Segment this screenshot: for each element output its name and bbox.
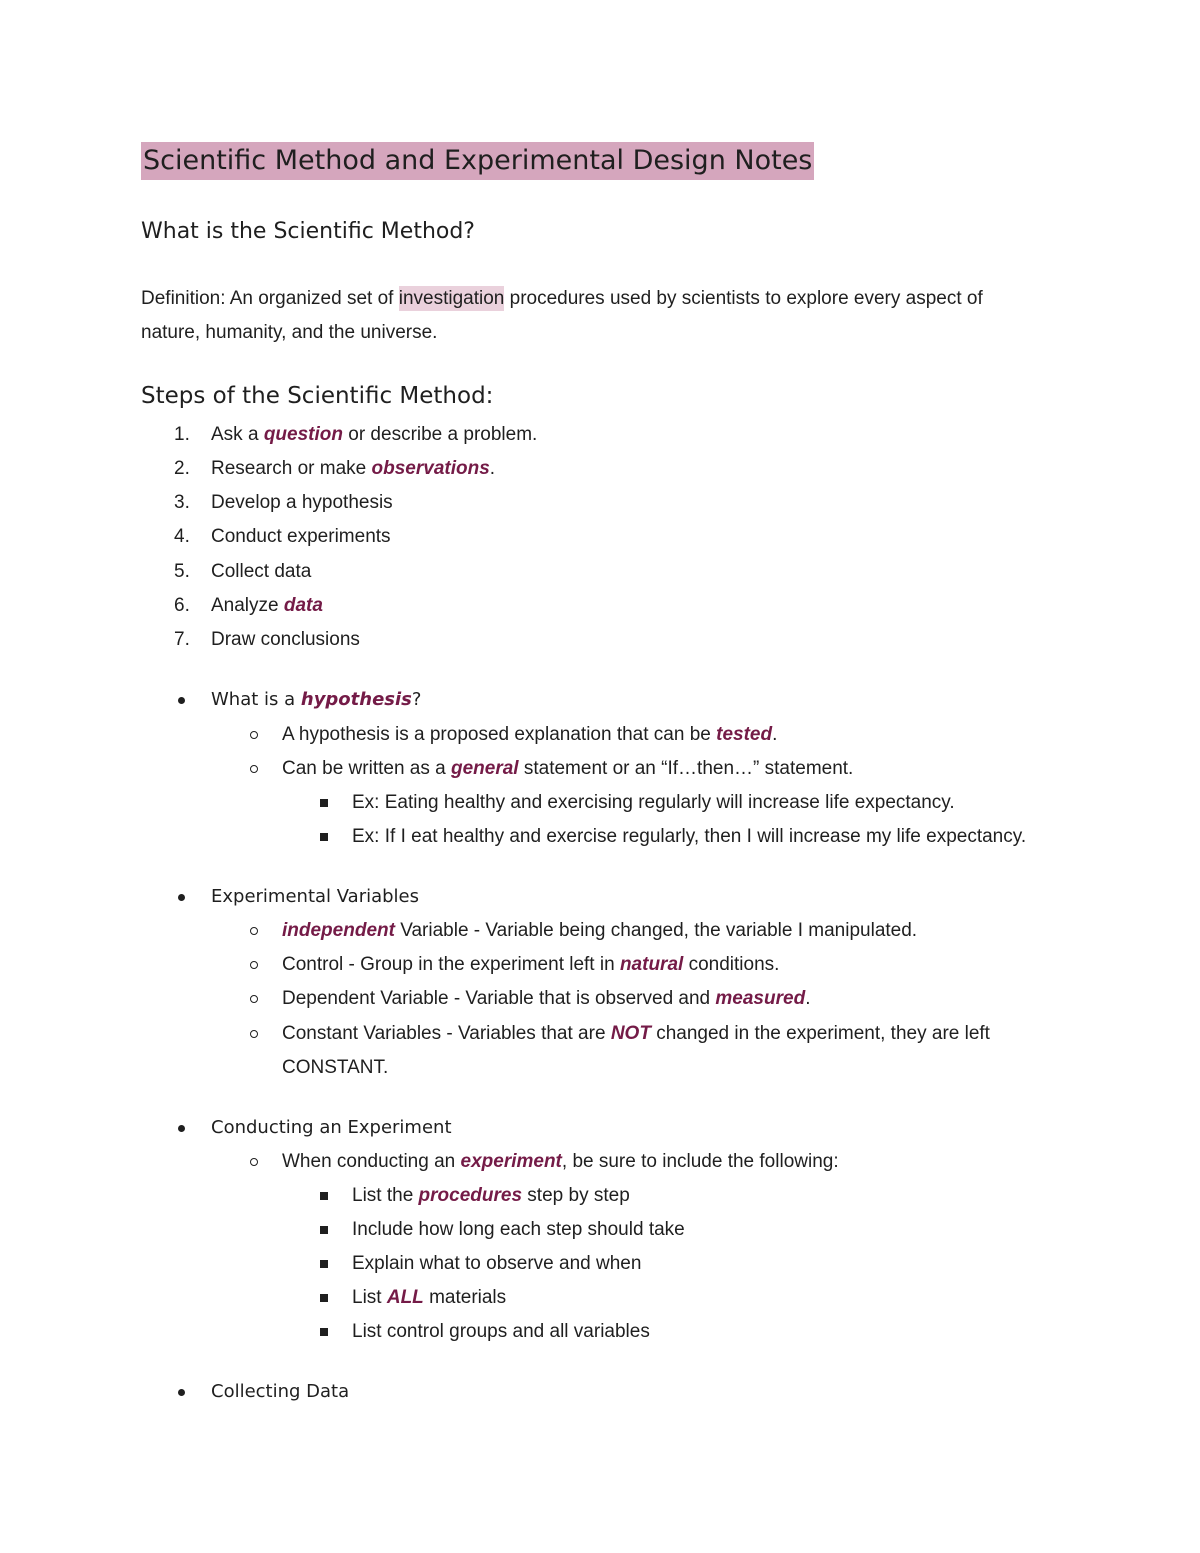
bullet-icon bbox=[178, 894, 185, 901]
list-item bbox=[0, 1145, 1100, 1179]
bullet-heading bbox=[0, 1375, 1100, 1409]
list-number: 6. bbox=[174, 595, 190, 616]
list-item bbox=[0, 948, 1100, 982]
list-item bbox=[0, 1281, 1100, 1315]
list-item bbox=[0, 752, 1100, 786]
item-text bbox=[352, 1247, 641, 1281]
circle-bullet-icon bbox=[250, 961, 258, 969]
text: Collect data bbox=[211, 561, 312, 582]
section-heading-steps: Steps of the Scientific Method: bbox=[141, 383, 494, 409]
text: conditions. bbox=[683, 954, 780, 975]
item-text bbox=[352, 1281, 506, 1315]
text: Draw conclusions bbox=[211, 629, 360, 650]
item-text bbox=[282, 948, 779, 982]
definition-text-rest: procedures used by scientists to explore every aspect of nature, humanity, and the universe. bbox=[141, 288, 983, 343]
emphasis-text: independent bbox=[282, 920, 395, 941]
list-item bbox=[0, 1315, 1100, 1349]
item-text bbox=[282, 1017, 990, 1051]
circle-bullet-icon bbox=[250, 1030, 258, 1038]
text: or describe a problem. bbox=[342, 424, 538, 445]
emphasis-text: ALL bbox=[386, 1287, 424, 1308]
hypothesis-heading bbox=[211, 683, 421, 717]
step-text bbox=[211, 623, 360, 657]
square-bullet-icon bbox=[320, 1328, 328, 1336]
emphasis-text: natural bbox=[619, 954, 684, 975]
text: Analyze bbox=[211, 595, 284, 616]
text: Variable - Variable being changed, the variable I manipulated. bbox=[394, 920, 918, 941]
list-item bbox=[0, 982, 1100, 1016]
list-number: 2. bbox=[174, 458, 190, 479]
emphasis-text: procedures bbox=[418, 1185, 523, 1206]
text: statement or an “If…then…” statement. bbox=[518, 758, 854, 779]
collecting-heading: Collecting Data bbox=[211, 1381, 350, 1402]
variables-heading: Experimental Variables bbox=[211, 886, 420, 907]
emphasis-text: question bbox=[263, 424, 343, 445]
text: Dependent Variable - Variable that is observed and bbox=[282, 988, 716, 1009]
text: When conducting an bbox=[282, 1151, 461, 1172]
text: Ask a bbox=[211, 424, 264, 445]
text: Can be written as a bbox=[282, 758, 451, 779]
text: List bbox=[352, 1287, 387, 1308]
text: step by step bbox=[522, 1185, 630, 1206]
document-title: Scientific Method and Experimental Design Notes bbox=[141, 142, 814, 180]
text: Research or make bbox=[211, 458, 372, 479]
definition-paragraph bbox=[141, 282, 1041, 350]
item-text bbox=[352, 1213, 685, 1247]
list-number: 3. bbox=[174, 492, 190, 513]
text: A hypothesis is a proposed explanation that can be bbox=[282, 724, 717, 745]
circle-bullet-icon bbox=[250, 995, 258, 1003]
bullet-heading bbox=[0, 880, 1100, 914]
emphasis-text: NOT bbox=[610, 1023, 651, 1044]
bullet-icon bbox=[178, 697, 185, 704]
circle-bullet-icon bbox=[250, 731, 258, 739]
step-text bbox=[211, 555, 311, 589]
item-text bbox=[352, 1315, 650, 1349]
text: List control groups and all variables bbox=[352, 1321, 650, 1342]
item-text bbox=[282, 1145, 839, 1179]
list-number: 5. bbox=[174, 561, 190, 582]
step-text bbox=[211, 452, 495, 486]
continuation-text: CONSTANT. bbox=[282, 1057, 389, 1078]
example-text: Ex: If I eat healthy and exercise regularly, then I will increase my life expectancy. bbox=[352, 826, 1027, 847]
text: materials bbox=[423, 1287, 507, 1308]
text: , be sure to include the following: bbox=[561, 1151, 839, 1172]
text: Explain what to observe and when bbox=[352, 1253, 642, 1274]
example-text: Ex: Eating healthy and exercising regularly will increase life expectancy. bbox=[352, 792, 955, 813]
text: Constant Variables - Variables that are bbox=[282, 1023, 611, 1044]
square-bullet-icon bbox=[320, 1192, 328, 1200]
list-item bbox=[0, 1179, 1100, 1213]
item-text bbox=[282, 982, 810, 1016]
list-item bbox=[0, 820, 1100, 854]
experiment-heading: Conducting an Experiment bbox=[211, 1117, 452, 1138]
list-item bbox=[0, 718, 1100, 752]
section-heading-what-is: What is the Scientific Method? bbox=[141, 219, 475, 244]
list-number: 4. bbox=[174, 526, 190, 547]
text: . bbox=[805, 988, 811, 1009]
emphasis-text: experiment bbox=[460, 1151, 562, 1172]
bullet-heading bbox=[0, 1111, 1100, 1145]
list-item bbox=[0, 786, 1100, 820]
text: changed in the experiment, they are left bbox=[650, 1023, 990, 1044]
item-text bbox=[352, 1179, 630, 1213]
list-item-continuation bbox=[0, 1051, 1100, 1085]
text: . bbox=[489, 458, 496, 479]
step-text bbox=[211, 520, 391, 554]
emphasis-text: measured bbox=[715, 988, 806, 1009]
text: Include how long each step should take bbox=[352, 1219, 685, 1240]
circle-bullet-icon bbox=[250, 1158, 258, 1166]
text: . bbox=[772, 724, 778, 745]
list-item bbox=[0, 914, 1100, 948]
square-bullet-icon bbox=[320, 1294, 328, 1302]
bullet-icon bbox=[178, 1125, 185, 1132]
text: Develop a hypothesis bbox=[211, 492, 393, 513]
item-text bbox=[282, 718, 777, 752]
bullet-icon bbox=[178, 1389, 185, 1396]
text: ? bbox=[411, 689, 422, 710]
circle-bullet-icon bbox=[250, 927, 258, 935]
item-text bbox=[282, 914, 917, 948]
step-text bbox=[211, 589, 323, 623]
list-item bbox=[0, 1213, 1100, 1247]
item-text bbox=[282, 752, 853, 786]
square-bullet-icon bbox=[320, 833, 328, 841]
emphasis-text: tested bbox=[716, 724, 773, 745]
list-item bbox=[0, 1247, 1100, 1281]
square-bullet-icon bbox=[320, 1260, 328, 1268]
step-text bbox=[211, 418, 537, 452]
list-item bbox=[0, 1017, 1100, 1051]
bullet-heading bbox=[0, 683, 1100, 717]
circle-bullet-icon bbox=[250, 765, 258, 773]
square-bullet-icon bbox=[320, 799, 328, 807]
emphasis-text: data bbox=[283, 595, 323, 616]
emphasis-text: observations bbox=[371, 458, 490, 479]
emphasis-text: hypothesis bbox=[300, 689, 412, 710]
list-number: 7. bbox=[174, 629, 190, 650]
emphasis-text: general bbox=[450, 758, 519, 779]
text: List the bbox=[352, 1185, 419, 1206]
list-number: 1. bbox=[174, 424, 190, 445]
text: What is a bbox=[211, 689, 301, 710]
text: Conduct experiments bbox=[211, 526, 391, 547]
step-text bbox=[211, 486, 393, 520]
highlighted-term: investigation bbox=[398, 288, 505, 309]
square-bullet-icon bbox=[320, 1226, 328, 1234]
definition-text: Definition: An organized set of bbox=[141, 288, 399, 309]
text: Control - Group in the experiment left in bbox=[282, 954, 620, 975]
